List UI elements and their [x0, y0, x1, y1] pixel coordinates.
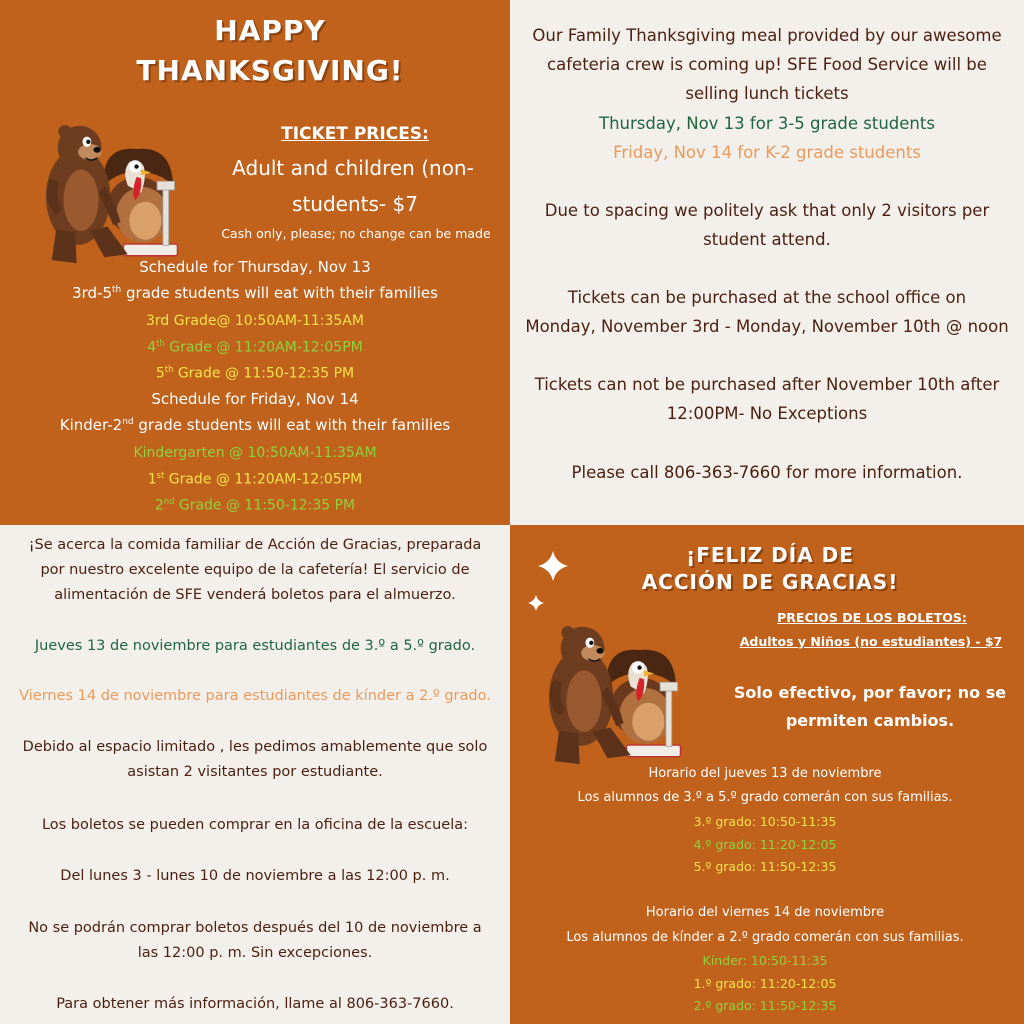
friday-students-line: Los alumnos de kínder a 2.º grado comerán con sus familias. [566, 930, 964, 945]
spanish-flyer-panel [510, 525, 1024, 1024]
thursday-schedule-heading: Schedule for Thursday, Nov 13 [139, 258, 371, 276]
title-line-2: THANKSGIVING! [136, 54, 404, 87]
purchase-line-2: Monday, November 3rd - Monday, November 10th @ noon [525, 317, 1009, 336]
second-grade-time: 2.º grado: 11:50-12:35 [693, 998, 837, 1013]
contact-line: Para obtener más información, llame al 806-363-7660. [56, 996, 454, 1012]
deadline-line-1: Tickets can not be purchased after November 10th after [534, 375, 1000, 394]
first-grade-time: 1st Grade @ 11:20AM-12:05PM [147, 470, 363, 488]
thursday-students-line: 3rd-5th grade students will eat with their families [72, 284, 438, 302]
intro-line-2: cafeteria crew is coming up! SFE Food Service will be [547, 55, 987, 74]
prices-heading: PRECIOS DE LOS BOLETOS: [777, 610, 967, 625]
intro-line-3: selling lunch tickets [685, 84, 849, 103]
bear-and-turkey-mascot-icon [6, 76, 216, 266]
intro-line-1: Our Family Thanksgiving meal provided by our awesome [532, 26, 1002, 45]
friday-sale-line: Viernes 14 de noviembre para estudiantes de kínder a 2.º grado. [19, 688, 491, 704]
price-line: Adultos y Niños (no estudiantes) - $7 [739, 634, 1003, 649]
thursday-sale-line: Thursday, Nov 13 for 3-5 grade students [599, 114, 935, 133]
thursday-sale-line: Jueves 13 de noviembre para estudiantes de 3.º a 5.º grado. [34, 638, 476, 654]
first-grade-time: 1.º grado: 11:20-12:05 [693, 976, 837, 991]
friday-schedule-heading: Horario del viernes 14 de noviembre [645, 905, 885, 920]
spacing-line-1: Debido al espacio limitado , les pedimos amablemente que solo [22, 739, 488, 755]
purchase-line-2: Del lunes 3 - lunes 10 de noviembre a las 12:00 p. m. [60, 868, 450, 884]
friday-students-line: Kinder-2nd grade students will eat with their families [59, 416, 451, 434]
second-grade-time: 2nd Grade @ 11:50-12:35 PM [154, 496, 356, 514]
purchase-line-1: Tickets can be purchased at the school office on [567, 288, 967, 307]
title-line-2: ACCIÓN DE GRACIAS! [641, 570, 899, 594]
contact-line: Please call 806-363-7660 for more information. [571, 463, 963, 482]
fifth-grade-time: 5th Grade @ 11:50-12:35 PM [155, 364, 355, 382]
kinder-time: Kínder: 10:50-11:35 [702, 953, 828, 968]
fourth-grade-time: 4.º grado: 11:20-12:05 [693, 837, 837, 852]
third-grade-time: 3rd Grade@ 10:50AM-11:35AM [146, 313, 364, 329]
spacing-line-2: student attend. [703, 230, 831, 249]
thursday-students-line: Los alumnos de 3.º a 5.º grado comerán con sus familias. [577, 790, 953, 805]
cash-line-1: Solo efectivo, por favor; no se [733, 683, 1007, 702]
deadline-line-1: No se podrán comprar boletos después del 10 de noviembre a [28, 920, 482, 936]
spanish-info-panel [0, 525, 510, 1024]
price-line-2: students- $7 [292, 192, 418, 216]
fifth-grade-time: 5.º grado: 11:50-12:35 [693, 859, 837, 874]
intro-line-1: ¡Se acerca la comida familiar de Acción de Gracias, preparada [28, 537, 482, 553]
spacing-line-1: Due to spacing we politely ask that only 2 visitors per [544, 201, 990, 220]
ticket-prices-heading: TICKET PRICES: [281, 124, 429, 144]
bear-and-turkey-mascot-icon [514, 577, 714, 767]
intro-line-3: alimentación de SFE venderá boletos para el almuerzo. [54, 587, 456, 603]
cash-only-note: Cash only, please; no change can be made [221, 226, 491, 241]
deadline-line-2: las 12:00 p. m. Sin excepciones. [137, 945, 373, 961]
spacing-line-2: asistan 2 visitantes por estudiante. [127, 764, 383, 780]
friday-schedule-heading: Schedule for Friday, Nov 14 [151, 390, 359, 408]
cash-line-2: permiten cambios. [785, 711, 955, 730]
friday-sale-line: Friday, Nov 14 for K-2 grade students [613, 143, 921, 162]
english-flyer-panel [0, 0, 510, 525]
purchase-line-1: Los boletos se pueden comprar en la oficina de la escuela: [41, 817, 469, 833]
price-line-1: Adult and children (non- [232, 156, 474, 180]
third-grade-time: 3.º grado: 10:50-11:35 [693, 814, 837, 829]
deadline-line-2: 12:00PM- No Exceptions [666, 404, 868, 423]
thursday-schedule-heading: Horario del jueves 13 de noviembre [648, 766, 882, 781]
title-line-1: ¡FELIZ DÍA DE [686, 543, 854, 567]
english-info-panel [510, 0, 1024, 525]
title-line-1: HAPPY [214, 14, 326, 47]
fourth-grade-time: 4th Grade @ 11:20AM-12:05PM [147, 338, 363, 356]
kindergarten-time: Kindergarten @ 10:50AM-11:35AM [133, 445, 377, 461]
intro-line-2: por nuestro excelente equipo de la cafetería! El servicio de [40, 562, 470, 578]
